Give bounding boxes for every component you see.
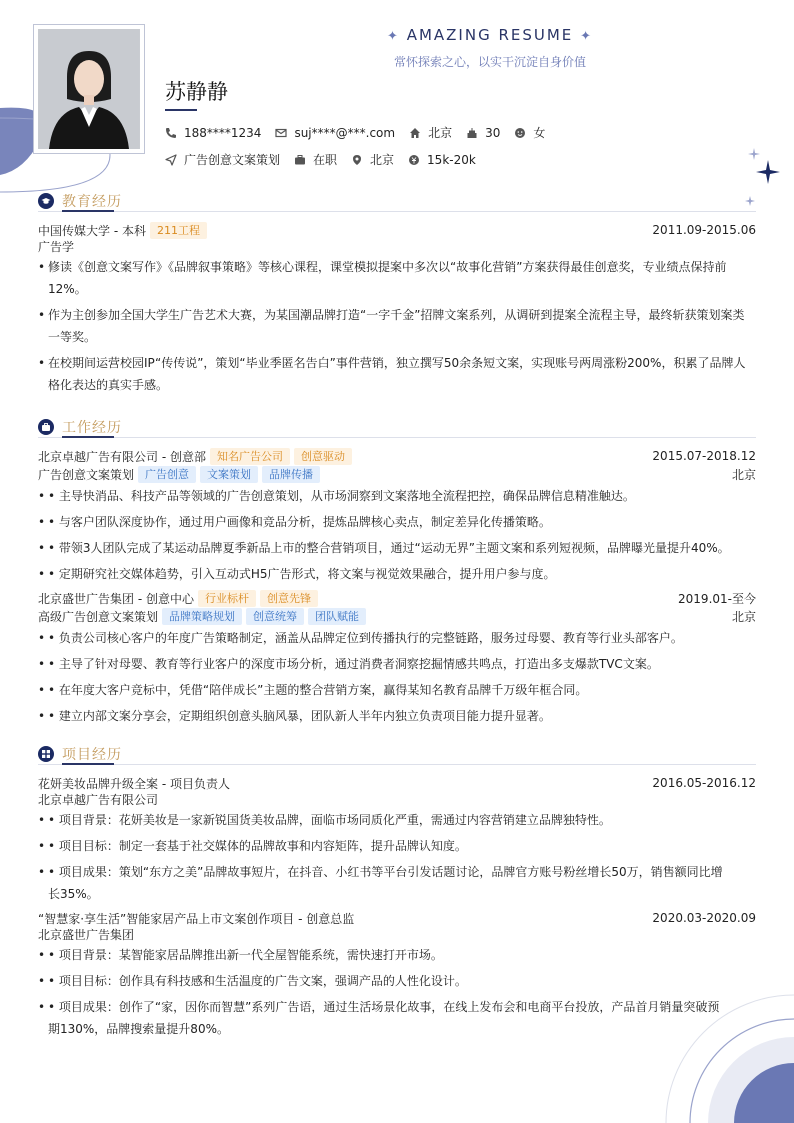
mail-icon bbox=[275, 127, 287, 139]
job-period: 2015.07-2018.12 bbox=[652, 449, 756, 463]
motto: 常怀探索之心，以实干沉淀自身价值 bbox=[393, 55, 586, 69]
job-role-line bbox=[38, 465, 756, 483]
project-period: 2020.03-2020.09 bbox=[652, 911, 756, 925]
home-icon bbox=[409, 127, 421, 139]
education-title: 教育经历 bbox=[62, 194, 122, 210]
projects-header bbox=[38, 743, 756, 765]
phone-icon bbox=[165, 127, 177, 139]
email-item bbox=[275, 126, 395, 140]
send-icon bbox=[165, 154, 177, 166]
skill-tag: 广告创意 bbox=[138, 466, 196, 483]
education-period: 2011.09-2015.06 bbox=[652, 223, 756, 237]
gender-item bbox=[514, 124, 545, 141]
status-item bbox=[294, 151, 337, 168]
cake-icon bbox=[466, 127, 478, 139]
work-icon bbox=[38, 419, 54, 435]
job-entry bbox=[38, 589, 756, 607]
section-rule bbox=[38, 764, 756, 765]
age-item bbox=[466, 126, 500, 140]
project-org: 北京盛世广告集团 bbox=[38, 928, 135, 942]
resume-title bbox=[385, 26, 595, 44]
company-tag: 创意先锋 bbox=[260, 590, 318, 607]
list-item: • • 项目背景：某智能家居品牌推出新一代全屋智能系统，需快速打开市场。 bbox=[38, 944, 756, 966]
work-city-item bbox=[351, 151, 394, 168]
projects-section bbox=[38, 743, 756, 1044]
job-intent-row bbox=[165, 151, 490, 168]
star-icon: ✦ bbox=[387, 29, 400, 44]
projects-title: 项目经历 bbox=[62, 747, 122, 763]
list-item: • • 与客户团队深度协作，通过用户画像和竞品分析，提炼品牌核心卖点，制定差异化传播策略。 bbox=[38, 511, 756, 533]
city-text: 北京 bbox=[428, 126, 453, 140]
list-item: • • 项目成果：创作了“家，因你而智慧”系列广告语，通过生活场景化故事，在线上发布会和电商平台投放，产品首月销量突破预期130%，品牌搜索量提升80%。 bbox=[38, 996, 756, 1040]
project-bullets bbox=[38, 944, 756, 1040]
salary-item bbox=[408, 153, 476, 167]
project-entry bbox=[38, 909, 756, 927]
project-name: 花妍美妆品牌升级全案 - 项目负责人 bbox=[38, 776, 230, 791]
work-title: 工作经历 bbox=[62, 420, 122, 436]
skill-tag: 创意统筹 bbox=[246, 608, 304, 625]
phone-item bbox=[165, 126, 261, 140]
section-rule-accent bbox=[62, 763, 114, 765]
pin-icon bbox=[351, 154, 363, 166]
list-item: • • 带领3人团队完成了某运动品牌夏季新品上市的整合营销项目，通过“运动无界”主题文案和系列短视频，品牌曝光量提升40%。 bbox=[38, 537, 756, 559]
position-text: 广告创意文案策划 bbox=[184, 153, 281, 167]
list-item: • • 项目成果：策划“东方之美”品牌故事短片，在抖音、小红书等平台引发话题讨论，品牌官方账号粉丝增长50万，销售额同比增长35%。 bbox=[38, 861, 756, 905]
project-bullets bbox=[38, 809, 756, 905]
list-item: • 在校期间运营校园IP“传传说”，策划“毕业季匿名告白”事件营销，独立撰写50余条短文案，实现账号两周涨粉200%，积累了品牌人格化表达的真实手感。 bbox=[38, 352, 756, 396]
list-item: • • 项目目标：制定一套基于社交媒体的品牌故事和内容矩阵，提升品牌认知度。 bbox=[38, 835, 756, 857]
company-tag: 创意驱动 bbox=[294, 448, 352, 465]
company-tag: 行业标杆 bbox=[198, 590, 256, 607]
job-entry bbox=[38, 447, 756, 465]
section-rule-accent bbox=[62, 436, 114, 438]
city-item bbox=[409, 124, 452, 141]
age-text: 30 bbox=[485, 125, 501, 140]
profile-photo bbox=[33, 24, 145, 154]
email-text: suj****@***.com bbox=[294, 125, 396, 140]
briefcase-icon bbox=[294, 154, 306, 166]
section-rule bbox=[38, 211, 756, 212]
work-section bbox=[38, 416, 756, 731]
graduation-cap-icon bbox=[38, 193, 54, 209]
avatar-portrait bbox=[38, 29, 140, 149]
project-name: “智慧家·享生活”智能家居产品上市文案创作项目 - 创意总监 bbox=[38, 911, 355, 926]
list-item: • • 建立内部文案分享会，定期组织创意头脑风暴，团队新人半年内独立负责项目能力提升显著。 bbox=[38, 705, 756, 727]
skill-tag: 团队赋能 bbox=[308, 608, 366, 625]
school-tag: 211工程 bbox=[150, 222, 207, 239]
money-icon bbox=[408, 154, 420, 166]
candidate-name: 苏静静 bbox=[165, 80, 228, 104]
job-role-line bbox=[38, 607, 756, 625]
company-name: 北京盛世广告集团 - 创意中心 bbox=[38, 591, 194, 606]
company-tag: 知名广告公司 bbox=[210, 448, 290, 465]
education-bullets bbox=[38, 256, 756, 396]
grid-icon bbox=[38, 746, 54, 762]
job-location: 北京 bbox=[731, 609, 756, 624]
school-name: 中国传媒大学 - 本科 bbox=[38, 223, 146, 238]
education-header bbox=[38, 190, 756, 212]
section-rule bbox=[38, 437, 756, 438]
gender-icon bbox=[514, 127, 526, 139]
salary-text: 15k-20k bbox=[427, 152, 476, 167]
status-text: 在职 bbox=[313, 153, 338, 167]
list-item: • 修读《创意文案写作》《品牌叙事策略》等核心课程，课堂模拟提案中多次以“故事化营销”方案获得最佳创意奖，专业绩点保持前12%。 bbox=[38, 256, 756, 300]
skill-tag: 文案策划 bbox=[200, 466, 258, 483]
project-period: 2016.05-2016.12 bbox=[652, 776, 756, 790]
star-icon: ✦ bbox=[580, 29, 593, 44]
position-item bbox=[165, 151, 280, 168]
contact-row bbox=[165, 124, 559, 141]
job-bullets bbox=[38, 627, 756, 727]
project-org: 北京卓越广告有限公司 bbox=[38, 793, 159, 807]
list-item: • 作为主创参加全国大学生广告艺术大赛，为某国潮品牌打造“一字千金”招牌文案系列，从调研到提案全流程主导，最终斩获策划案类一等奖。 bbox=[38, 304, 756, 348]
job-period: 2019.01-至今 bbox=[678, 591, 756, 606]
work-city-text: 北京 bbox=[370, 153, 395, 167]
list-item: • • 定期研究社交媒体趋势，引入互动式H5广告形式，将文案与视觉效果融合，提升用户参与度。 bbox=[38, 563, 756, 585]
skill-tag: 品牌传播 bbox=[262, 466, 320, 483]
list-item: • • 主导快消品、科技产品等领域的广告创意策划，从市场洞察到文案落地全流程把控，确保品牌信息精准触达。 bbox=[38, 485, 756, 507]
project-entry bbox=[38, 774, 756, 792]
major: 广告学 bbox=[38, 240, 75, 254]
skill-tag: 品牌策略规划 bbox=[162, 608, 242, 625]
company-name: 北京卓越广告有限公司 - 创意部 bbox=[38, 449, 206, 464]
job-role: 广告创意文案策划 bbox=[38, 467, 135, 482]
list-item: • • 主导了针对母婴、教育等行业客户的深度市场分析，通过消费者洞察挖掘情感共鸣点，打造出多支爆款TVC文案。 bbox=[38, 653, 756, 675]
job-location: 北京 bbox=[731, 467, 756, 482]
section-rule-accent bbox=[62, 210, 114, 212]
gender-text: 女 bbox=[533, 126, 546, 140]
list-item: • • 项目目标：创作具有科技感和生活温度的广告文案，强调产品的人性化设计。 bbox=[38, 970, 756, 992]
resume-title-text: AMAZING RESUME bbox=[406, 26, 574, 44]
job-bullets bbox=[38, 485, 756, 585]
phone-text: 188****1234 bbox=[184, 125, 262, 140]
list-item: • • 项目背景：花妍美妆是一家新锐国货美妆品牌，面临市场同质化严重，需通过内容营销建立品牌独特性。 bbox=[38, 809, 756, 831]
work-header bbox=[38, 416, 756, 438]
list-item: • • 在年度大客户竞标中，凭借“陪伴成长”主题的整合营销方案，赢得某知名教育品牌千万级年框合同。 bbox=[38, 679, 756, 701]
list-item: • • 负责公司核心客户的年度广告策略制定，涵盖从品牌定位到传播执行的完整链路，服务过母婴、教育等行业头部客户。 bbox=[38, 627, 756, 649]
education-entry bbox=[38, 221, 756, 239]
job-role: 高级广告创意文案策划 bbox=[38, 609, 159, 624]
name-underline bbox=[165, 109, 197, 111]
education-section bbox=[38, 190, 756, 400]
